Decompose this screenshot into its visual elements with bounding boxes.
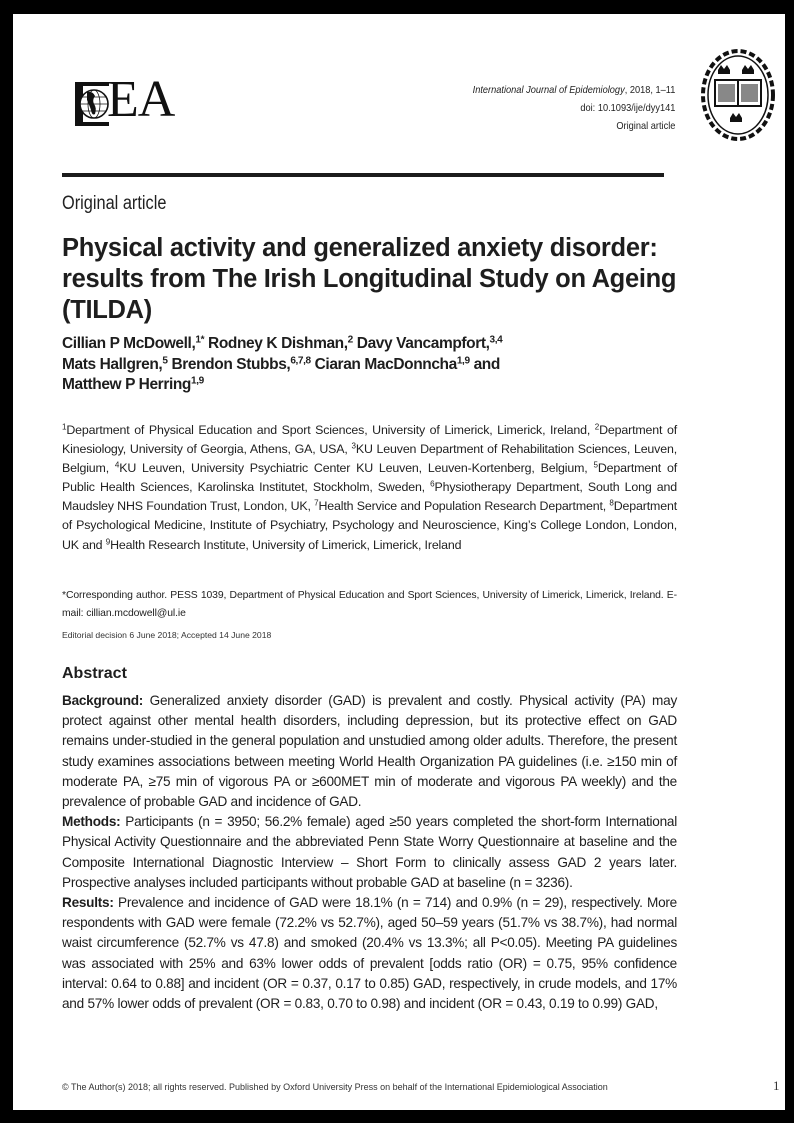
affiliation: Department of Psychological Medicine, Institute of Psychiatry, Psychology and Neuroscience, King’s College London, London, UK and	[62, 499, 677, 552]
journal-name: International Journal of Epidemiology	[472, 84, 625, 96]
abstract-results: Results: Prevalence and incidence of GAD were 18.1% (n = 714) and 0.9% (n = 29), respectively. More respondents with GAD were female (72.2% vs 52.7%), aged 50–59 years (51.7% vs 38.7%), had normal waist circumference (52.7% vs 47.8) and smoked (20.4% vs 13.3%; all P<0.05). Meeting PA guidelines was associated with 25% and 63% lower odds of prevalent [odds ratio (OR) = 0.75, 95% confidence interval: 0.64 to 0.88] and incident (OR = 0.37, 0.17 to 0.85) GAD, respectively, in crude models, and 17% and 57% lower odds of prevalent (OR = 0.83, 0.70 to 0.98) and incident (OR = 0.43, 0.19 to 0.99) GAD,	[62, 895, 677, 1012]
affiliation: KU Leuven Department of Rehabilitation Sciences, Leuven, Belgium,	[62, 442, 677, 476]
affiliation: Department of Kinesiology, University of Georgia, Athens, GA, USA,	[62, 423, 677, 457]
paper-page	[13, 14, 785, 1110]
editorial-dates: Editorial decision 6 June 2018; Accepted 14 June 2018	[62, 630, 272, 640]
journal-year-pages: , 2018, 1–11	[624, 84, 675, 96]
journal-info	[472, 81, 675, 135]
logo-letters: EA	[107, 71, 175, 128]
affiliation: Department of Public Health Sciences, Karolinska Institutet, Stockholm, Sweden,	[62, 461, 677, 495]
journal-citation	[472, 81, 675, 99]
author[interactable]: Matthew P Herring$^{1,9}$	[62, 375, 204, 393]
iea-logo	[75, 71, 205, 134]
author[interactable]: Ciaran MacDonncha$^{1,9}$ and	[314, 354, 500, 373]
copyright-notice: © The Author(s) 2018; all rights reserved. Published by Oxford University Press on behalf of the International Epidemiological Association	[62, 1082, 608, 1092]
affiliation: KU Leuven, University Psychiatric Center KU Leuven, Leuven-Kortenberg, Belgium,	[119, 461, 594, 476]
article-type-label: Original article	[62, 193, 167, 214]
affiliation: Health Research Institute, University of Limerick, Limerick, Ireland	[110, 537, 462, 552]
oup-seal-icon	[700, 48, 776, 142]
author-list	[62, 334, 702, 396]
article-title: Physical activity and generalized anxiety disorder: results from The Irish Longitudinal Study on Ageing (TILDA)	[62, 234, 677, 324]
affiliation: Physiotherapy Department, South Long and Maudsley NHS Foundation Trust, London, UK,	[62, 480, 677, 514]
abstract-methods: Methods: Participants (n = 3950; 56.2% female) aged ≥50 years completed the short-form International Physical Activity Questionnaire and the abbreviated Penn State Worry Questionnaire at baseline and the Composite International Diagnostic Interview – Short Form to clinically assess GAD 2 years later. Prospective analyses included participants without probable GAD at baseline (n = 3236).	[62, 814, 677, 890]
abstract-heading: Abstract	[62, 665, 127, 682]
affiliations: $^1$Department of Physical Education and Sport Sciences, University of Limerick, Limerick, Ireland, $^2$Department of Kinesiology, University of Georgia, Athens, GA, USA, $^3$KU Leuven Department of Rehabilitation Sciences, Leuven, Belgium, $^4$KU Leuven, University Psychiatric Center KU Leuven, Leuven-Kortenberg, Belgium, $^5$Department of Public Health Sciences, Karolinska Institutet, Stockholm, Sweden, $^6$Physiotherapy Department, South Long and Maudsley NHS Foundation Trust, London, UK, $^7$Health Service and Population Research Department, $^8$Department of Psychological Medicine, Institute of Psychiatry, Psychology and Neuroscience, King’s College London, London, UK and $^9$Health Research Institute, University of Limerick, Limerick, Ireland	[62, 422, 677, 552]
author[interactable]: Davy Vancampfort,$^{3,4}$	[356, 334, 503, 352]
header-rule	[62, 173, 664, 177]
abstract-body	[62, 691, 677, 1014]
abstract-background: Background: Generalized anxiety disorder (GAD) is prevalent and costly. Physical activity (PA) may protect against other mental health disorders, including depression, but its protective effect on GAD remains under-studied in the general population and unstudied among older adults. Therefore, the present study examines associations between meeting World Health Organization PA guidelines (i.e. ≥150 min of moderate PA, ≥75 min of vigorous PA or ≥600MET min of moderate and vigorous PA weekly) and the prevalence of probable GAD and incidence of GAD.	[62, 693, 677, 810]
author[interactable]: Mats Hallgren,$^5$	[62, 354, 168, 373]
affiliation: Health Service and Population Research Department,	[318, 499, 610, 514]
page-number: 1	[773, 1078, 780, 1093]
author[interactable]: Brendon Stubbs,$^{6,7,8}$	[171, 354, 311, 373]
affiliation: Department of Physical Education and Sport Sciences, University of Limerick, Limerick, Ireland,	[66, 423, 595, 437]
doi[interactable]: doi: 10.1093/ije/dyy141	[579, 102, 675, 114]
author[interactable]: Cillian P McDowell,$^{1*}$	[62, 334, 205, 352]
header-article-type: Original article	[615, 120, 675, 132]
corresponding-author-note: *Corresponding author. PESS 1039, Department of Physical Education and Sport Sciences, University of Limerick, Limerick, Ireland. E-mail: cillian.mcdowell@ul.ie	[62, 590, 677, 619]
author[interactable]: Rodney K Dishman,$^2$	[208, 334, 353, 352]
globe-icon	[75, 82, 109, 126]
